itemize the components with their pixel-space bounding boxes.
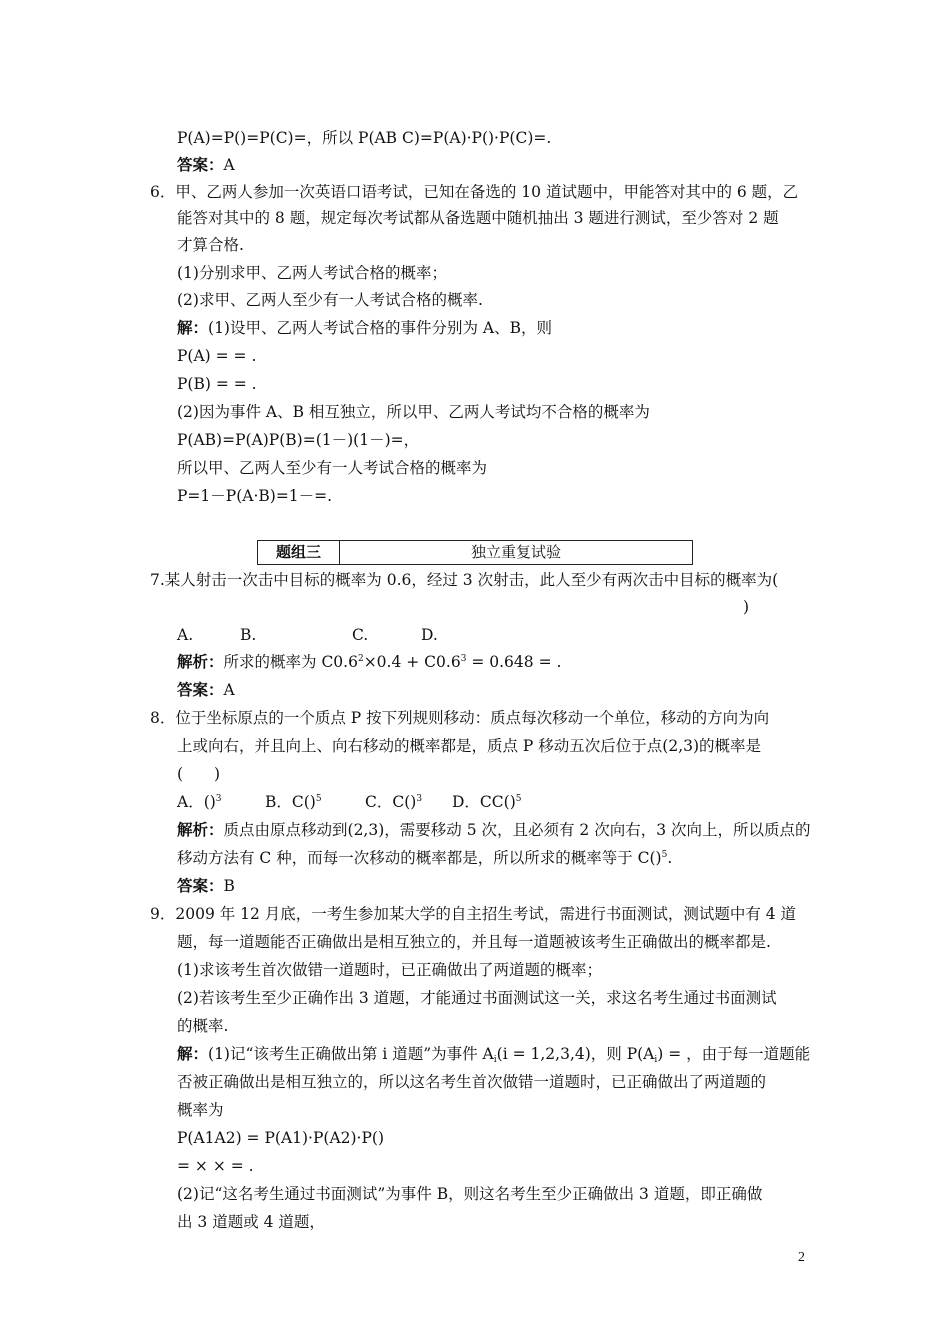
option-text: A．() bbox=[177, 793, 216, 811]
q7-stem: 7.某人射击一次击中目标的概率为 0.6，经过 3 次射击，此人至少有两次击中目标的概率为( bbox=[150, 571, 779, 589]
option-text: B．C() bbox=[265, 793, 316, 811]
q9-solution-line-1 bbox=[177, 1044, 810, 1064]
section-group-cell: 题组三 bbox=[258, 541, 340, 564]
answer-line bbox=[177, 155, 235, 175]
section-header-table bbox=[257, 540, 693, 565]
q9-solution-line-6: (2)记“这名考生通过书面测试”为事件 B，则这名考生至少正确做出 3 道题，即正确做 bbox=[177, 1185, 763, 1203]
q9-stem-line-1: 9．2009 年 12 月底，一考生参加某大学的自主招生考试，需进行书面测试，测试题中有 4 道 bbox=[150, 905, 797, 923]
q6-solution-line-4: (2)因为事件 A、B 相互独立，所以甲、乙两人考试均不合格的概率为 bbox=[177, 403, 650, 421]
q9-solution-line-2: 否被正确做出是相互独立的，所以这名考生首次做错一道题时，已正确做出了两道题的 bbox=[177, 1073, 767, 1091]
superscript: 3 bbox=[460, 654, 467, 664]
q9-solution-line-3: 概率为 bbox=[177, 1101, 224, 1119]
q8-solution-line-1 bbox=[177, 820, 810, 840]
q6-solution-line-5: P(AB)=P(A)P(B)=(1－)(1－)=， bbox=[177, 431, 420, 449]
solution-label: 解： bbox=[177, 318, 209, 337]
superscript: 2 bbox=[357, 654, 364, 664]
q8-option-c bbox=[365, 792, 422, 812]
answer-label: 答案： bbox=[177, 680, 224, 699]
q7-solution bbox=[177, 652, 561, 672]
solution-text: (1)设甲、乙两人考试合格的事件分别为 A、B，则 bbox=[208, 319, 552, 337]
q7-answer bbox=[177, 680, 235, 700]
q9-solution-line-7: 出 3 道题或 4 道题， bbox=[177, 1213, 325, 1231]
q8-option-d bbox=[452, 792, 521, 812]
q6-solution-line-3: P(B) = = . bbox=[177, 375, 257, 393]
solution-label: 解析： bbox=[177, 820, 224, 839]
q7-option-d: D. bbox=[421, 626, 438, 644]
q6-stem-line-1: 6．甲、乙两人参加一次英语口语考试，已知在备选的 10 道试题中，甲能答对其中的 6 题，乙 bbox=[150, 183, 799, 201]
solution-text: . bbox=[667, 849, 673, 867]
q8-option-a bbox=[177, 792, 222, 812]
superscript: 3 bbox=[215, 794, 222, 804]
superscript: 5 bbox=[315, 794, 322, 804]
answer-label: 答案： bbox=[177, 155, 224, 174]
solution-text: = 0.648 = . bbox=[466, 653, 562, 671]
subscript: i bbox=[493, 1055, 497, 1065]
q9-solution-line-4: P(A1A2) = P(A1)·P(A2)·P() bbox=[177, 1129, 385, 1147]
q7-option-b: B. bbox=[240, 626, 257, 644]
superscript: 3 bbox=[416, 794, 423, 804]
q8-stem-line-2: 上或向右，并且向上、向右移动的概率都是，质点 P 移动五次后位于点(2,3)的概率是 bbox=[177, 737, 762, 755]
q9-stem-line-2: 题，每一道题能否正确做出是相互独立的，并且每一道题被该考生正确做出的概率都是. bbox=[177, 933, 771, 951]
q9-solution-line-5: = × × = . bbox=[177, 1157, 254, 1175]
q6-part-2: (2)求甲、乙两人至少有一人考试合格的概率. bbox=[177, 291, 483, 309]
q6-part-1: (1)分别求甲、乙两人考试合格的概率； bbox=[177, 264, 447, 282]
q6-solution-line-6: 所以甲、乙两人至少有一人考试合格的概率为 bbox=[177, 459, 488, 477]
solution-text: 所求的概率为 C0.6 bbox=[223, 653, 358, 671]
answer-label: 答案： bbox=[177, 876, 224, 895]
q6-stem-line-3: 才算合格. bbox=[177, 236, 244, 254]
section-topic-cell: 独立重复试验 bbox=[470, 543, 561, 561]
page-number: 2 bbox=[798, 1250, 805, 1265]
superscript: 5 bbox=[515, 794, 522, 804]
q8-answer bbox=[177, 876, 235, 896]
q6-solution-line-1 bbox=[177, 318, 552, 338]
solution-text: ×0.4 + C0.6 bbox=[363, 653, 461, 671]
answer-value: A bbox=[223, 156, 235, 174]
option-text: D．CC() bbox=[452, 793, 516, 811]
answer-value: B bbox=[223, 877, 235, 895]
q6-stem-line-2: 能答对其中的 8 题，规定每次考试都从备选题中随机抽出 3 题进行测试，至少答对 2 题 bbox=[177, 209, 779, 227]
q7-option-c: C. bbox=[352, 626, 369, 644]
solution-label: 解析： bbox=[177, 652, 224, 671]
formula-line: P(A)=P()=P(C)=，所以 P(AB C)=P(A)·P()·P(C)=. bbox=[177, 129, 552, 147]
q7-option-a: A. bbox=[177, 626, 194, 644]
q6-solution-line-7: P=1－P(A·B)=1－=. bbox=[177, 487, 333, 505]
superscript: 5 bbox=[661, 850, 668, 860]
q7-paren-close: ) bbox=[743, 598, 750, 616]
solution-text: (1)记“该考生正确做出第 i 道题”为事件 A bbox=[208, 1045, 494, 1063]
q8-stem-line-1: 8．位于坐标原点的一个质点 P 按下列规则移动：质点每次移动一个单位，移动的方向为向 bbox=[150, 709, 770, 727]
q8-stem-line-3: ( ) bbox=[177, 765, 221, 783]
subscript: i bbox=[654, 1055, 658, 1065]
q9-part-2: (2)若该考生至少正确作出 3 道题，才能通过书面测试这一关，求这名考生通过书面测试 bbox=[177, 989, 777, 1007]
option-text: C．C() bbox=[365, 793, 417, 811]
solution-text: 移动方法有 C 种，而每一次移动的概率都是，所以所求的概率等于 C() bbox=[177, 849, 662, 867]
q8-option-b bbox=[265, 792, 322, 812]
solution-text: ) = ，由于每一道题能 bbox=[657, 1045, 811, 1063]
solution-text: (i = 1,2,3,4)，则 P(A bbox=[496, 1045, 655, 1063]
solution-text: 质点由原点移动到(2,3)，需要移动 5 次，且必须有 2 次向右，3 次向上，所以质点的 bbox=[223, 821, 811, 839]
solution-label: 解： bbox=[177, 1044, 209, 1063]
q6-solution-line-2: P(A) = = . bbox=[177, 347, 257, 365]
q9-part-1: (1)求该考生首次做错一道题时，已正确做出了两道题的概率； bbox=[177, 961, 602, 979]
q8-solution-line-2 bbox=[177, 848, 672, 868]
q9-part-2-cont: 的概率. bbox=[177, 1017, 229, 1035]
answer-value: A bbox=[223, 681, 235, 699]
